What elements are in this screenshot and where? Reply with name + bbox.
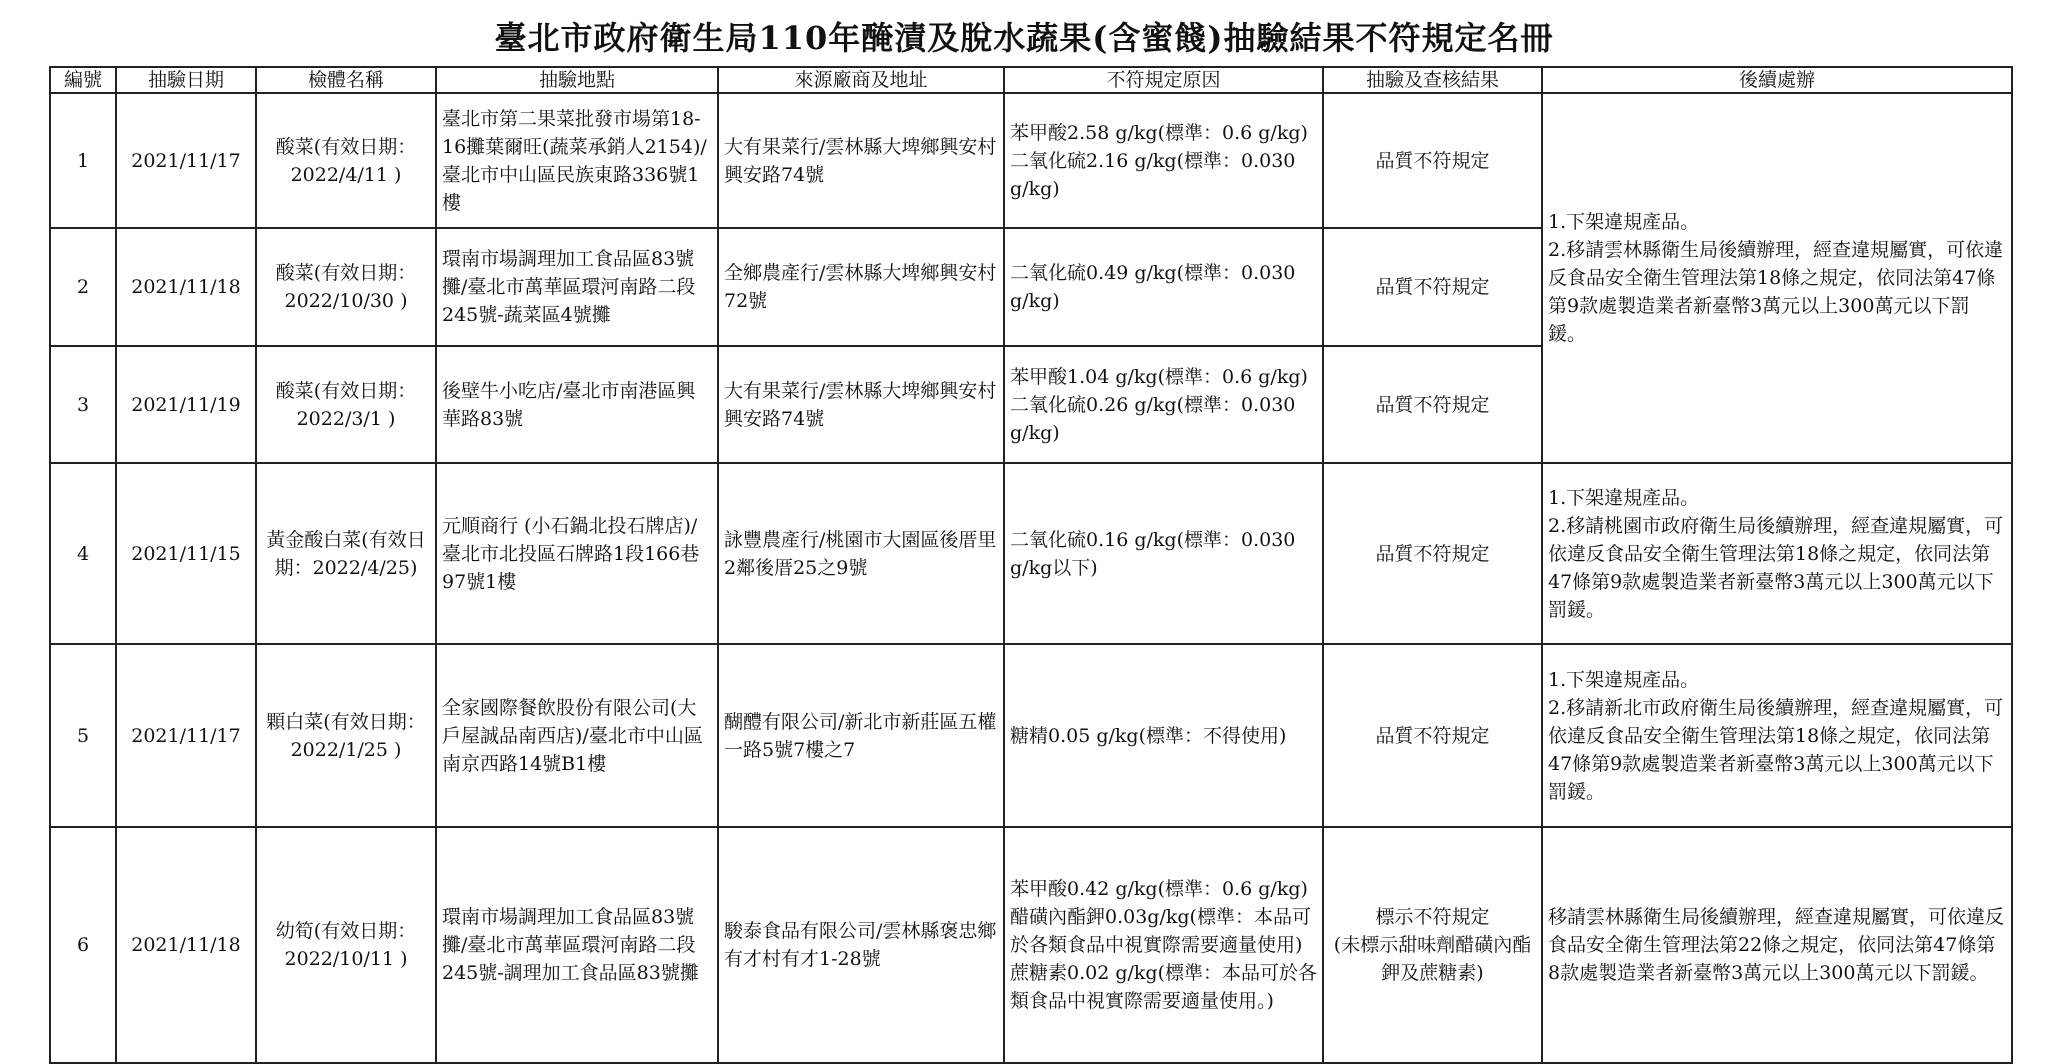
cell-date: 2021/11/19 [116,346,256,463]
cell-date: 2021/11/18 [116,827,256,1063]
cell-source: 全鄉農產行/雲林縣大埤鄉興安村72號 [718,228,1004,346]
header-location: 抽驗地點 [436,67,718,93]
cell-result: 品質不符規定 [1323,463,1542,644]
cell-no: 1 [50,93,116,228]
cell-sample-name: 酸菜(有效日期： 2022/10/30 ) [256,228,436,346]
page-title: 臺北市政府衛生局110年醃漬及脫水蔬果(含蜜餞)抽驗結果不符規定名冊 [494,19,1554,57]
cell-source: 詠豐農產行/桃園市大園區後厝里2鄰後厝25之9號 [718,463,1004,644]
cell-followup: 移請雲林縣衛生局後續辦理，經查違規屬實，可依違反食品安全衛生管理法第22條之規定，依同法第47條第8款處製造業者新臺幣3萬元以上300萬元以下罰鍰。 [1542,827,2012,1063]
header-reason: 不符規定原因 [1004,67,1323,93]
cell-reason: 糖精0.05 g/kg(標準：不得使用) [1004,644,1323,827]
cell-sample-name: 顆白菜(有效日期：2022/1/25 ) [256,644,436,827]
cell-no: 5 [50,644,116,827]
cell-reason: 二氧化硫0.16 g/kg(標準：0.030 g/kg以下) [1004,463,1323,644]
header-no: 編號 [50,67,116,93]
cell-no: 4 [50,463,116,644]
cell-result: 品質不符規定 [1323,346,1542,463]
cell-result: 品質不符規定 [1323,644,1542,827]
table-row [50,644,2012,827]
cell-followup: 1.下架違規產品。 2.移請雲林縣衛生局後續辦理，經查違規屬實，可依違反食品安全衛生管理法第18條之規定，依同法第47條第9款處製造業者新臺幣3萬元以上300萬元以下罰鍰。 [1542,93,2012,463]
header-source: 來源廠商及地址 [718,67,1004,93]
table-row [50,93,2012,228]
cell-reason: 苯甲酸2.58 g/kg(標準：0.6 g/kg) 二氧化硫2.16 g/kg(標準：0.030 g/kg) [1004,93,1323,228]
cell-reason: 苯甲酸1.04 g/kg(標準：0.6 g/kg) 二氧化硫0.26 g/kg(標準：0.030 g/kg) [1004,346,1323,463]
table-row [50,463,2012,644]
cell-result: 品質不符規定 [1323,228,1542,346]
header-followup: 後續處辦 [1542,67,2012,93]
cell-result: 標示不符規定 (未標示甜味劑醋磺內酯鉀及蔗糖素) [1323,827,1542,1063]
table-row [50,827,2012,1063]
cell-no: 6 [50,827,116,1063]
cell-date: 2021/11/15 [116,463,256,644]
header-date: 抽驗日期 [116,67,256,93]
cell-no: 2 [50,228,116,346]
cell-reason: 苯甲酸0.42 g/kg(標準：0.6 g/kg) 醋磺內酯鉀0.03g/kg(標準：本品可於各類食品中視實際需要適量使用) 蔗糖素0.02 g/kg(標準：本品可於各類食品中視實際需要適量使用。) [1004,827,1323,1063]
cell-source: 大有果菜行/雲林縣大埤鄉興安村興安路74號 [718,93,1004,228]
cell-sample-name: 黃金酸白菜(有效日期：2022/4/25) [256,463,436,644]
cell-date: 2021/11/17 [116,93,256,228]
cell-followup: 1.下架違規產品。 2.移請新北市政府衛生局後續辦理，經查違規屬實，可依違反食品安全衛生管理法第18條之規定，依同法第47條第9款處製造業者新臺幣3萬元以上300萬元以下罰鍰。 [1542,644,2012,827]
table-header-row [50,67,2012,93]
cell-location: 環南市場調理加工食品區83號攤/臺北市萬華區環河南路二段245號-蔬菜區4號攤 [436,228,718,346]
cell-no: 3 [50,346,116,463]
cell-sample-name: 幼筍(有效日期： 2022/10/11 ) [256,827,436,1063]
cell-date: 2021/11/18 [116,228,256,346]
cell-date: 2021/11/17 [116,644,256,827]
cell-location: 全家國際餐飲股份有限公司(大戶屋誠品南西店)/臺北市中山區南京西路14號B1樓 [436,644,718,827]
cell-location: 元順商行 (小石鍋北投石牌店)/臺北市北投區石牌路1段166巷97號1樓 [436,463,718,644]
cell-followup: 1.下架違規產品。 2.移請桃園市政府衛生局後續辦理，經查違規屬實，可依違反食品安全衛生管理法第18條之規定，依同法第47條第9款處製造業者新臺幣3萬元以上300萬元以下罰鍰。 [1542,463,2012,644]
header-sample-name: 檢體名稱 [256,67,436,93]
cell-source: 大有果菜行/雲林縣大埤鄉興安村興安路74號 [718,346,1004,463]
cell-source: 醐醴有限公司/新北市新莊區五權一路5號7樓之7 [718,644,1004,827]
cell-location: 環南市場調理加工食品區83號攤/臺北市萬華區環河南路二段245號-調理加工食品區83號攤 [436,827,718,1063]
cell-sample-name: 酸菜(有效日期： 2022/4/11 ) [256,93,436,228]
cell-result: 品質不符規定 [1323,93,1542,228]
cell-source: 駿泰食品有限公司/雲林縣褒忠鄉有才村有才1-28號 [718,827,1004,1063]
results-table [49,66,2013,1064]
cell-location: 臺北市第二果菜批發市場第18-16攤葉爾旺(蔬菜承銷人2154)/臺北市中山區民族東路336號1樓 [436,93,718,228]
cell-sample-name: 酸菜(有效日期： 2022/3/1 ) [256,346,436,463]
cell-reason: 二氧化硫0.49 g/kg(標準：0.030 g/kg) [1004,228,1323,346]
cell-location: 後壁牛小吃店/臺北市南港區興華路83號 [436,346,718,463]
header-result: 抽驗及查核結果 [1323,67,1542,93]
